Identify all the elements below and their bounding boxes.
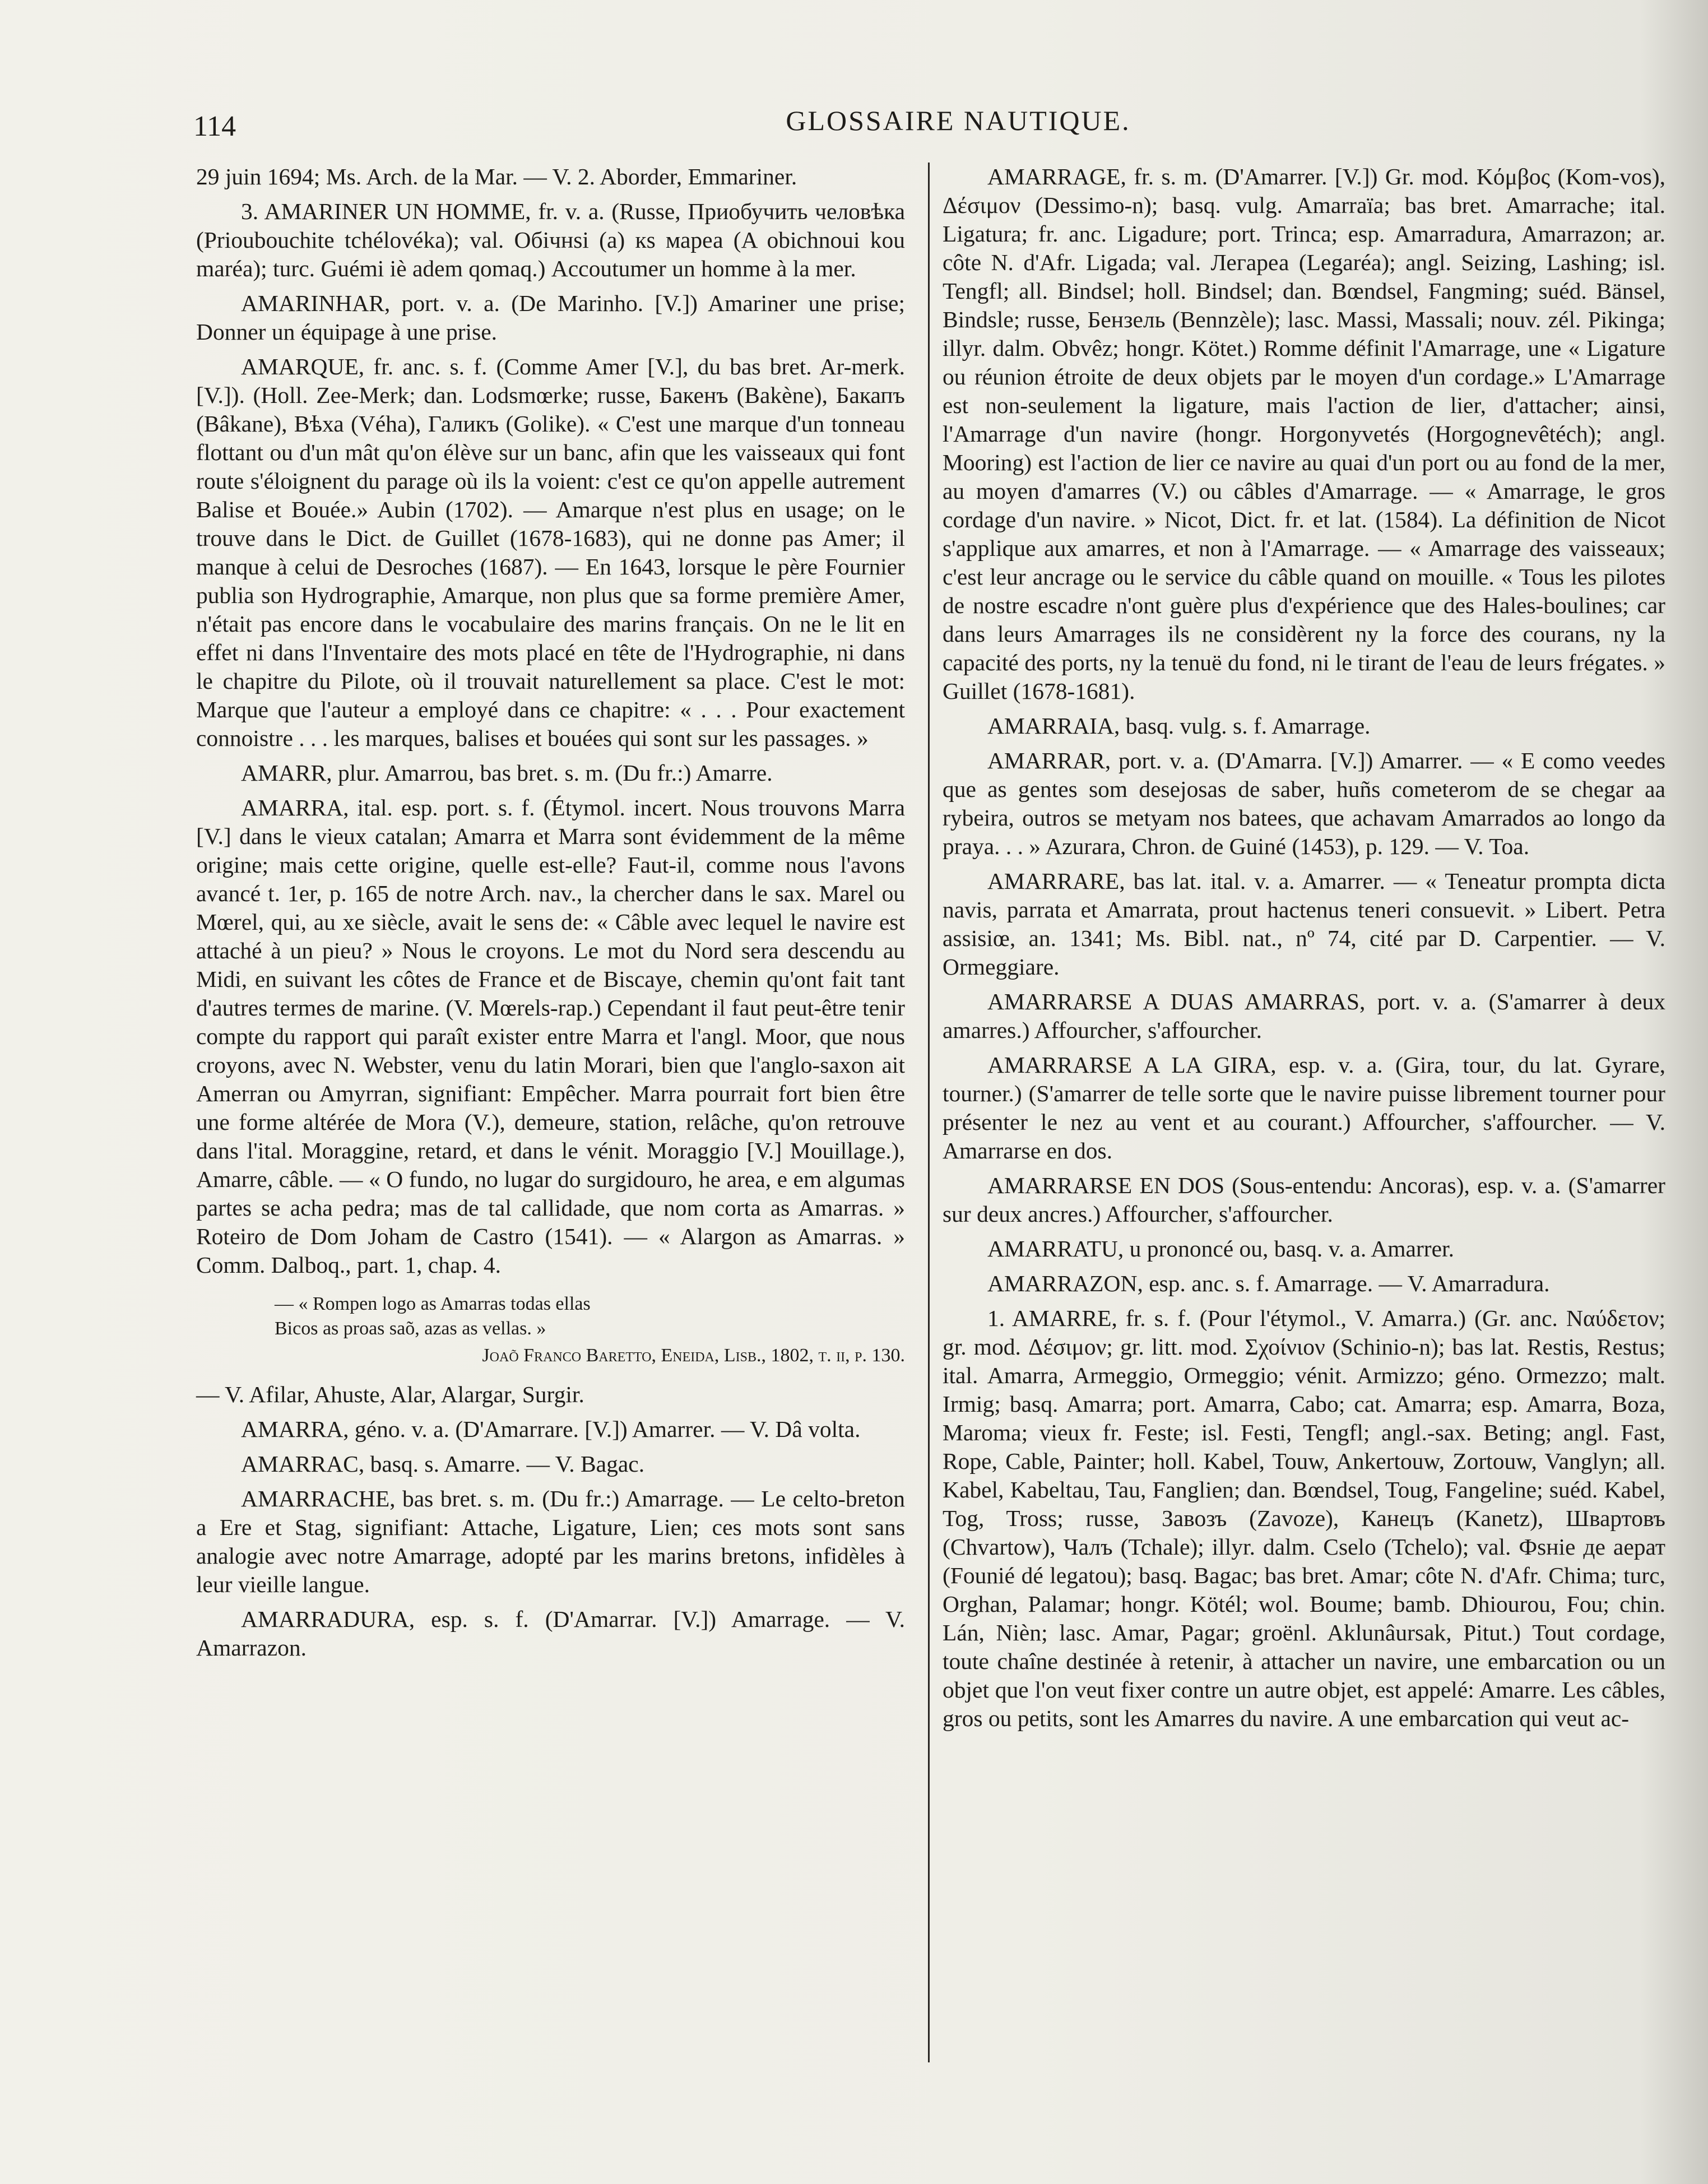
entry-amarrarse-a-duas-amarras: AMARRARSE A DUAS AMARRAS, port. v. a. (S'amarrer à deux amarres.) Affourcher, s'affourcher. xyxy=(943,989,1665,1043)
left-column xyxy=(196,163,905,1668)
quote-source: Joaõ Franco Baretto, Eneida, Lisb., 1802, t. ii, p. 130. xyxy=(482,1345,905,1366)
entry-amarratu: AMARRATU, u prononcé ou, basq. v. a. Amarrer. xyxy=(987,1236,1454,1262)
entry-text: 29 juin 1694; Ms. Arch. de la Mar. — V. 2. Aborder, Emmariner. xyxy=(196,164,797,189)
entry-amarraia: AMARRAIA, basq. vulg. s. f. Amarrage. xyxy=(987,713,1371,739)
running-head: GLOSSAIRE NAUTIQUE. xyxy=(786,105,1131,136)
quote-line: Bicos as proas saõ, azas as vellas. » xyxy=(275,1318,546,1339)
entry-amarrarse-en-dos: AMARRARSE EN DOS (Sous-entendu: Ancoras), esp. v. a. (S'amarrer sur deux ancres.) Affourcher, s'affourcher. xyxy=(943,1172,1665,1227)
entry-amarrazon: AMARRAZON, esp. anc. s. f. Amarrage. — V. Amarradura. xyxy=(987,1270,1550,1296)
quote-line: — « Rompen logo as Amarras todas ellas xyxy=(275,1293,591,1314)
entry-text: — V. Afilar, Ahuste, Alar, Alargar, Surgir. xyxy=(196,1381,584,1407)
entry-amariner-un-homme: 3. AMARINER UN HOMME, fr. v. a. (Russe, Приобучить человѣка (Prioubouchite tchélovéka); val. Обічнѕі (а) кѕ мареа (A obichnoui kou maréa); turc. Guémi iè adem qomaq.) Accoutumer un homme à la mer. xyxy=(196,198,905,281)
entry-amarra-geno: AMARRA, géno. v. a. (D'Amarrare. [V.]) Amarrer. — V. Dâ volta. xyxy=(241,1416,861,1442)
right-column xyxy=(943,163,1665,1739)
entry-amarinhar: AMARINHAR, port. v. a. (De Marinho. [V.]) Amariner une prise; Donner un équipage à une prise. xyxy=(196,290,905,345)
column-divider xyxy=(928,163,930,2062)
verse-quotation xyxy=(275,1292,905,1368)
entry-amarrar: AMARRAR, port. v. a. (D'Amarra. [V.]) Amarrer. — « E como veedes que as gentes som desejosas de saber, huñs cometerom de se chegar aa rybeira, outros se metyam nos batees, que achavam Amarrados ao longo da praya. . . » Azurara, Chron. de Guiné (1453), p. 129. — V. Toa. xyxy=(943,748,1665,859)
page-number: 114 xyxy=(193,110,236,142)
entry-amarque: AMARQUE, fr. anc. s. f. (Comme Amer [V.], du bas bret. Ar-merk. [V.]). (Holl. Zee-Merk; dan. Lodsmœrke; russe, Бакенъ (Bakène), Бакапъ (Bâkane), Вѣха (Véha), Галикъ (Golike). « C'est une marque d'un tonneau flottant ou d'un mât qu'on élève sur un banc, afin que les vaisseaux qui font route s'éloignent du parage où ils la voient: c'est ce qu'on appelle autrement Balise et Bouée.» Aubin (1702). — Amarque n'est plus en usage; on le trouve dans le Dict. de Guillet (1678-1683), qui ne donne pas Amer; il manque à celui de Desroches (1687). — En 1643, lorsque le père Fournier publia son Hydrographie, Amarque, non plus que sa forme première Amer, n'était pas encore dans le vocabulaire des marins français. On ne le lit en effet ni dans l'Inventaire des mots placé en tête de l'Hydrographie, ni dans le chapitre du Pilote, où il trouvait naturellement sa place. C'est le mot: Marque que l'auteur a employé dans ce chapitre: « . . . Pour exactement connoistre . . . les marques, balises et bouées qui sont sur les passages. » xyxy=(196,354,905,751)
entry-amarradura: AMARRADURA, esp. s. f. (D'Amarrar. [V.]) Amarrage. — V. Amarrazon. xyxy=(196,1606,905,1661)
entry-amarrarse-a-la-gira: AMARRARSE A LA GIRA, esp. v. a. (Gira, tour, du lat. Gyrare, tourner.) (S'amarrer de telle sorte que le navire puisse librement tourner pour présenter le nez au vent et au courant.) Affourcher, s'affourcher. — V. Amarrarse en dos. xyxy=(943,1052,1665,1163)
entry-amarr: AMARR, plur. Amarrou, bas bret. s. m. (Du fr.:) Amarre. xyxy=(241,760,773,786)
entry-amarrac: AMARRAC, basq. s. Amarre. — V. Bagac. xyxy=(241,1451,645,1477)
entry-amarrare: AMARRARE, bas lat. ital. v. a. Amarrer. — « Teneatur prompta dicta navis, parrata et Amarrata, prout hactenus teneri consuevit. » Libert. Petra assisiœ, an. 1341; Ms. Bibl. nat., nº 74, cité par D. Carpentier. — V. Ormeggiare. xyxy=(943,868,1665,980)
entry-amarre: 1. AMARRE, fr. s. f. (Pour l'étymol., V. Amarra.) (Gr. anc. Ναύδετον; gr. mod. Δέσιμον; gr. litt. mod. Σχοίνιον (Schinio-n); bas lat. Restis, Restus; ital. Amarra, Armeggio, Ormeggio; vénit. Armizzo; géno. Ormezzo; malt. Irmig; basq. Amarra; port. Amarra, Cabo; cat. Amarra; esp. Amarra, Boza, Maroma; vieux fr. Feste; isl. Festi, Tengfl; angl.-sax. Beting; angl. Fast, Rope, Cable, Painter; holl. Kabel, Touw, Ankertouw, Zortouw, Vanglyn; all. Kabel, Kabeltau, Tau, Fanglien; dan. Bœndsel, Toug, Fangeline; suéd. Kabel, Tog, Tross; russe, Завозъ (Zavoze), Канецъ (Kanetz), Швартовъ (Chvartow), Чалъ (Tchale); illyr. dalm. Cselo (Tchelo); val. Фѕніе де аерат (Founié dé legatou); basq. Bagac; bas bret. Amar; côte N. d'Afr. Chima; turc, Orghan, Palamar; hongr. Kötél; wol. Boume; bamb. Dhiourou, Fou; chin. Lán, Nièn; lasc. Amar, Pagar; groënl. Aklunâursak, Pitut.) Tout cordage, toute chaîne destinée à retenir, à attacher un navire, une embarcation ou un objet que l'on veut fixer contre un autre objet, est appelé: Amarre. Les câbles, gros ou petits, sont les Amarres du navire. A une embarcation qui veut ac- xyxy=(943,1305,1665,1731)
entry-amarrage: AMARRAGE, fr. s. m. (D'Amarrer. [V.]) Gr. mod. Κόμβος (Kom-vos), Δέσιμον (Dessimo-n); basq. vulg. Amarraïa; bas bret. Amarrache; ital. Ligatura; fr. anc. Ligadure; port. Trinca; esp. Amarradura, Amarrazon; ar. côte N. d'Afr. Ligada; val. Легареа (Legaréa); angl. Seizing, Lashing; isl. Tengfl; all. Bindsel; holl. Bindsel; dan. Bœndsel, Fangming; suéd. Bänsel, Bindsle; russe, Бензель (Bennzèle); lasc. Massi, Massali; nouv. zél. Pikinga; illyr. dalm. Obvêz; hongr. Kötet.) Romme définit l'Amarrage, une « Ligature ou réunion étroite de deux objets par le moyen d'un cordage.» L'Amarrage est non-seulement la ligature, mais l'action de lier, d'attacher; ainsi, l'Amarrage d'un navire (hongr. Horgonyvetés (Horgognevêtéch); angl. Mooring) est l'action de lier ce navire au quai d'un port ou au fond de la mer, au moyen d'amarres (V.) ou câbles d'Amarrage. — « Amarrage, le gros cordage d'un navire. » Nicot, Dict. fr. et lat. (1584). La définition de Nicot s'applique aux amarres, et non à l'Amarrage. — « Amarrage des vaisseaux; c'est leur ancrage ou le service du câble quand on mouille. « Tous les pilotes de nostre escadre n'ont guère plus d'expérience que des Hales-boulines; car dans leurs Amarrages ils ne considèrent ny la force des courans, ny la capacité des ports, ny la tenuë du fond, ni le tirant de l'eau de leurs frégates. » Guillet (1678-1681). xyxy=(943,164,1665,704)
entry-amarra: AMARRA, ital. esp. port. s. f. (Étymol. incert. Nous trouvons Marra [V.] dans le vieux catalan; Amarra et Marra sont évidemment de la même origine; mais cette origine, quelle est-elle? Faut-il, comme nous l'avons avancé t. 1er, p. 165 de notre Arch. nav., la chercher dans le sax. Marel ou Mœrel, qui, au xe siècle, avait le sens de: « Câble avec lequel le navire est attaché à un pieu? » Nous le croyons. Le mot du Nord sera descendu au Midi, en suivant les côtes de France et de Biscaye, chemin qu'ont fait tant d'autres termes de marine. (V. Mœrels-rap.) Cependant il faut peut-être tenir compte du rapport qui paraît exister entre Marra et l'angl. Moor, que nous croyons, avec N. Webster, venu du latin Morari, bien que l'anglo-saxon ait Amerran ou Amyrran, signifiant: Empêcher. Marra pourrait fort bien être une forme altérée de Mora (V.), demeure, station, relâche, qu'on retrouve dans l'ital. Moraggine, retard, et dans le vénit. Moraggio [V.] Mouillage.), Amarre, câble. — « O fundo, no lugar do surgidouro, he area, e em algumas partes se acha pedra; mas de tal callidade, que nom corta as Amarras. » Roteiro de Dom Joham de Castro (1541). — « Alargon as Amarras. » Comm. Dalboq., part. 1, chap. 4. xyxy=(196,795,905,1278)
entry-amarrache: AMARRACHE, bas bret. s. m. (Du fr.:) Amarrage. — Le celto-breton a Ere et Stag, signifiant: Attache, Ligature, Lien; ces mots sont sans analogie avec notre Amarrage, adopté par les marins bretons, infidèles à leur vieille langue. xyxy=(196,1486,905,1597)
